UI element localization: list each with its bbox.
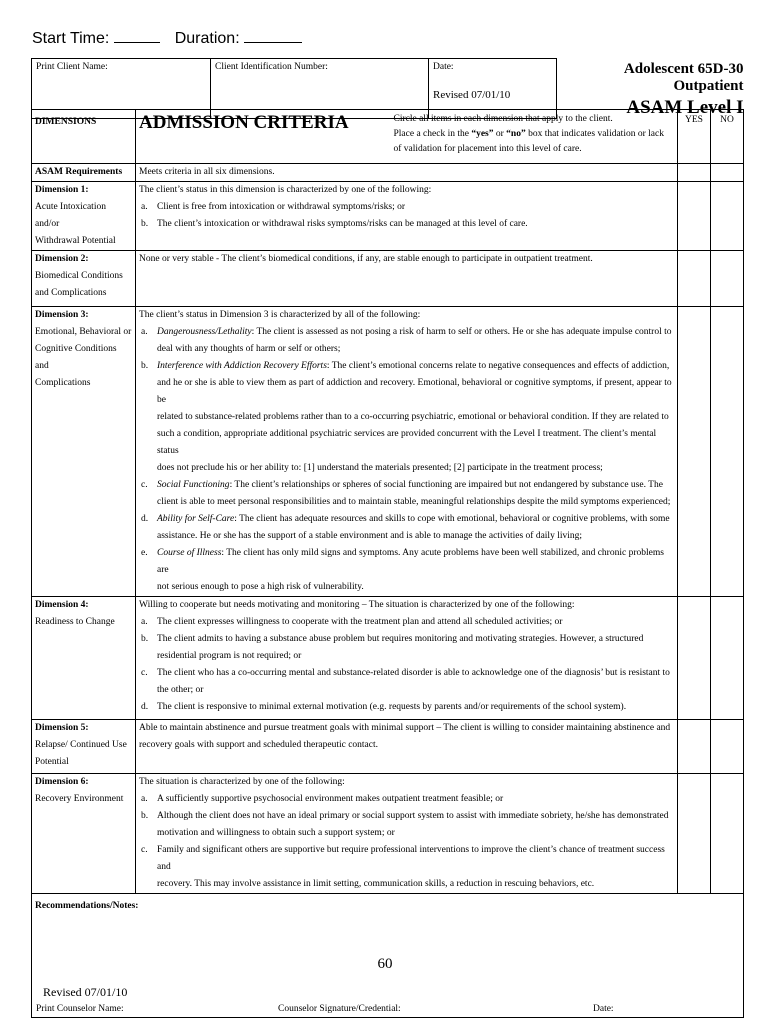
dim3-criteria: The client’s status in Dimension 3 is characterized by all of the following: a. Dangerousness/Lethality: The client is assessed as not posing a risk of harm to self or others. He or she has adequate impulse control to deal with any thoughts of harm or self or others; b. Interference with Addiction Recovery Efforts: The client’s emotional concerns relate to negative consequences and effects of addiction, and he or she is able to view them as part of addiction and recovery. Emotional, behavioral or cognitive symptoms, if present, appear to be related to substance-related problems rather than to a co-occurring psychiatric, emotional or behavioral condition. If they are related to such a condition, appropriate additional psychiatric services are provided concurrent with the Level I treatment. The client’s mental status does not preclude his or her ability to: [1] understand the materials presented; [2] participate in the treatment process; c. Social Functioning: The client’s relationships or spheres of social functioning are impaired but not endangered by substance use. The client is able to meet personal responsibilities and to maintain stable, meaningful relationships despite the mild symptoms experienced; d. Ability for Self-Care: The client has adequate resources and skills to cope with emotional, behavioral or cognitive problems, with some assistance. He or she has the support of a stable environment and is able to manage the activities of daily living; e. Course of Illness: The client has only mild signs and symptoms. Any acute problems have been well stabilized, and chronic problems are not serious enough to pose a high risk of vulnerability. [136, 307, 678, 597]
dimension-1-row: Dimension 1: Acute Intoxication and/or Withdrawal Potential The client’s status in this dimension is characterized by one of the following: a. Client is free from intoxication or withdrawal symptoms/risks; or b. The client’s intoxication or withdrawal risks symptoms/risks can be managed at this level of care. [32, 182, 744, 251]
client-id-label: Client Identification Number: [215, 62, 328, 72]
dim5-yes-box[interactable] [678, 720, 711, 774]
dimension-3-row: Dimension 3: Emotional, Behavioral or Cognitive Conditions and Complications The client’s status in Dimension 3 is characterized by all of the following: a. Dangerousness/Lethality: The client is assessed as not posing a risk of harm to self or others. He or she has adequate impulse control to deal with any thoughts of harm or self or others; b. Interference with Addiction Recovery Efforts: The client’s emotional concerns relate to negative consequences and effects of addiction, and he or she is able to view them as part of addiction and recovery. Emotional, behavioral or cognitive symptoms, if present, appear to be related to substance-related problems rather than to a co-occurring psychiatric, emotional or behavioral condition. If they are related to such a condition, appropriate additional psychiatric services are provided concurrent with the Level I treatment. The client’s mental status does not preclude his or her ability to: [1] understand the materials presented; [2] participate in the treatment process; c. Social Functioning: The client’s relationships or spheres of social functioning are impaired but not endangered by substance use. The client is able to meet personal responsibilities and to maintain stable, meaningful relationships despite the mild symptoms experienced; d. Ability for Self-Care: The client has adequate resources and skills to cope with emotional, behavioral or cognitive problems, with some assistance. He or she has the support of a stable environment and is able to manage the activities of daily living; e. Course of Illness: The client has only mild signs and symptoms. Any acute problems have been well stabilized, and chronic problems are not serious enough to pose a high risk of vulnerability. [32, 307, 744, 597]
counselor-name-label: Print Counselor Name: [36, 1004, 124, 1014]
dim2-subtitle: Biomedical Conditions [35, 271, 123, 281]
dim2-criteria: None or very stable - The client’s biomedical conditions, if any, are stable enough to participate in outpatient treatment. [136, 251, 678, 307]
dim4-criteria: Willing to cooperate but needs motivating and monitoring – The situation is characterized by one of the following: a. The client expresses willingness to cooperate with the treatment plan and attend all scheduled activities; or b. The client admits to having a substance abuse problem but requires monitoring and motivating strategies. However, a structured residential program is not required; or c. The client who has a co-occurring mental and substance-related disorder is able to acknowledge one of the diagnosis’ but is resistant to the other; or d. The client is responsive to minimal external motivation (e.g. requests by parents and/or requirements of the school system). [136, 597, 678, 720]
dim5-no-box[interactable] [711, 720, 744, 774]
program-title: Adolescent 65D-30 Outpatient [623, 60, 744, 94]
start-time-field[interactable] [114, 28, 160, 43]
dim6-no-box[interactable] [711, 774, 744, 894]
start-time-line [32, 28, 302, 48]
dim1-title: Dimension 1: [35, 185, 89, 195]
dim5-subtitle: Relapse/ Continued Use [35, 740, 127, 750]
yes-header: YES [678, 110, 711, 164]
dim4-title: Dimension 4: [35, 600, 89, 610]
date-label: Date: [433, 62, 454, 72]
admission-criteria-header: ADMISSION CRITERIA [136, 110, 391, 164]
revised-header: Revised 07/01/10 [433, 89, 511, 101]
counselor-signature-label: Counselor Signature/Credential: [278, 1004, 401, 1014]
duration-label: Duration: [174, 30, 240, 47]
dim6-criteria: The situation is characterized by one of the following: a. A sufficiently supportive psychosocial environment makes outpatient treatment feasible; or b. Although the client does not have an ideal primary or social support system to assist with immediate sobriety, he/she has demonstrated motivation and willingness to obtain such a support system; or c. Family and significant others are supportive but require professional interventions to improve the client’s chance of treatment success and recovery. This may involve assistance in limit setting, communication skills, a reduction in rescuing behaviors, etc. [136, 774, 678, 894]
print-client-name-label: Print Client Name: [36, 62, 108, 72]
dim6-subtitle: Recovery Environment [35, 794, 124, 804]
counselor-date-label: Date: [593, 1004, 614, 1014]
dim3-no-box[interactable] [711, 307, 744, 597]
dim1-subtitle: Acute Intoxication and/or [35, 202, 106, 229]
dim2-no-box[interactable] [711, 251, 744, 307]
criteria-table [31, 109, 744, 1018]
dim6-yes-box[interactable] [678, 774, 711, 894]
dimension-5-row: Dimension 5: Relapse/ Continued Use Potential Able to maintain abstinence and pursue treatment goals with minimal support – The client is willing to consider maintaining abstinence and recovery goals with support and scheduled therapeutic contact. [32, 720, 744, 774]
dim3-title: Dimension 3: [35, 310, 89, 320]
dim3-subtitle: Emotional, Behavioral or [35, 327, 132, 337]
dim4-subtitle: Readiness to Change [35, 617, 115, 627]
level-title: ASAM Level I [626, 96, 744, 118]
instructions: Circle all items in each dimension that apply to the client. Place a check in the “yes” or “no” box that indicates validation or lack of validation for placement into this level of care. [391, 110, 678, 164]
asam-label: ASAM Requirements [32, 164, 136, 182]
dim1-criteria: The client’s status in this dimension is characterized by one of the following: a. Client is free from intoxication or withdrawal symptoms/risks; or b. The client’s intoxication or withdrawal risks symptoms/risks can be managed at this level of care. [136, 182, 678, 251]
asam-requirements-row [32, 164, 744, 182]
dim2-yes-box[interactable] [678, 251, 711, 307]
dim1-no-box[interactable] [711, 182, 744, 251]
dim5-criteria: Able to maintain abstinence and pursue treatment goals with minimal support – The client is willing to consider maintaining abstinence and recovery goals with support and scheduled therapeutic contact. [136, 720, 678, 774]
dim5-title: Dimension 5: [35, 723, 89, 733]
dimension-4-row [32, 597, 744, 720]
dim3-yes-box[interactable] [678, 307, 711, 597]
asam-no-box[interactable] [711, 164, 744, 182]
asam-text: Meets criteria in all six dimensions. [136, 164, 678, 182]
dim6-title: Dimension 6: [35, 777, 89, 787]
duration-field[interactable] [244, 28, 302, 43]
dimensions-header: DIMENSIONS [32, 110, 136, 164]
dimension-2-row: Dimension 2: Biomedical Conditions and Complications None or very stable - The client’s biomedical conditions, if any, are stable enough to participate in outpatient treatment. [32, 251, 744, 307]
start-time-label: Start Time: [32, 30, 110, 47]
dim4-yes-box[interactable] [678, 597, 711, 720]
recommendations-notes-label: Recommendations/Notes: [35, 901, 139, 911]
dim2-title: Dimension 2: [35, 254, 89, 264]
asam-yes-box[interactable] [678, 164, 711, 182]
dimension-6-row [32, 774, 744, 894]
dim4-no-box[interactable] [711, 597, 744, 720]
revised-footer: Revised 07/01/10 [43, 985, 128, 999]
page-number: 60 [377, 956, 393, 972]
no-header: NO [711, 110, 744, 164]
dim1-yes-box[interactable] [678, 182, 711, 251]
